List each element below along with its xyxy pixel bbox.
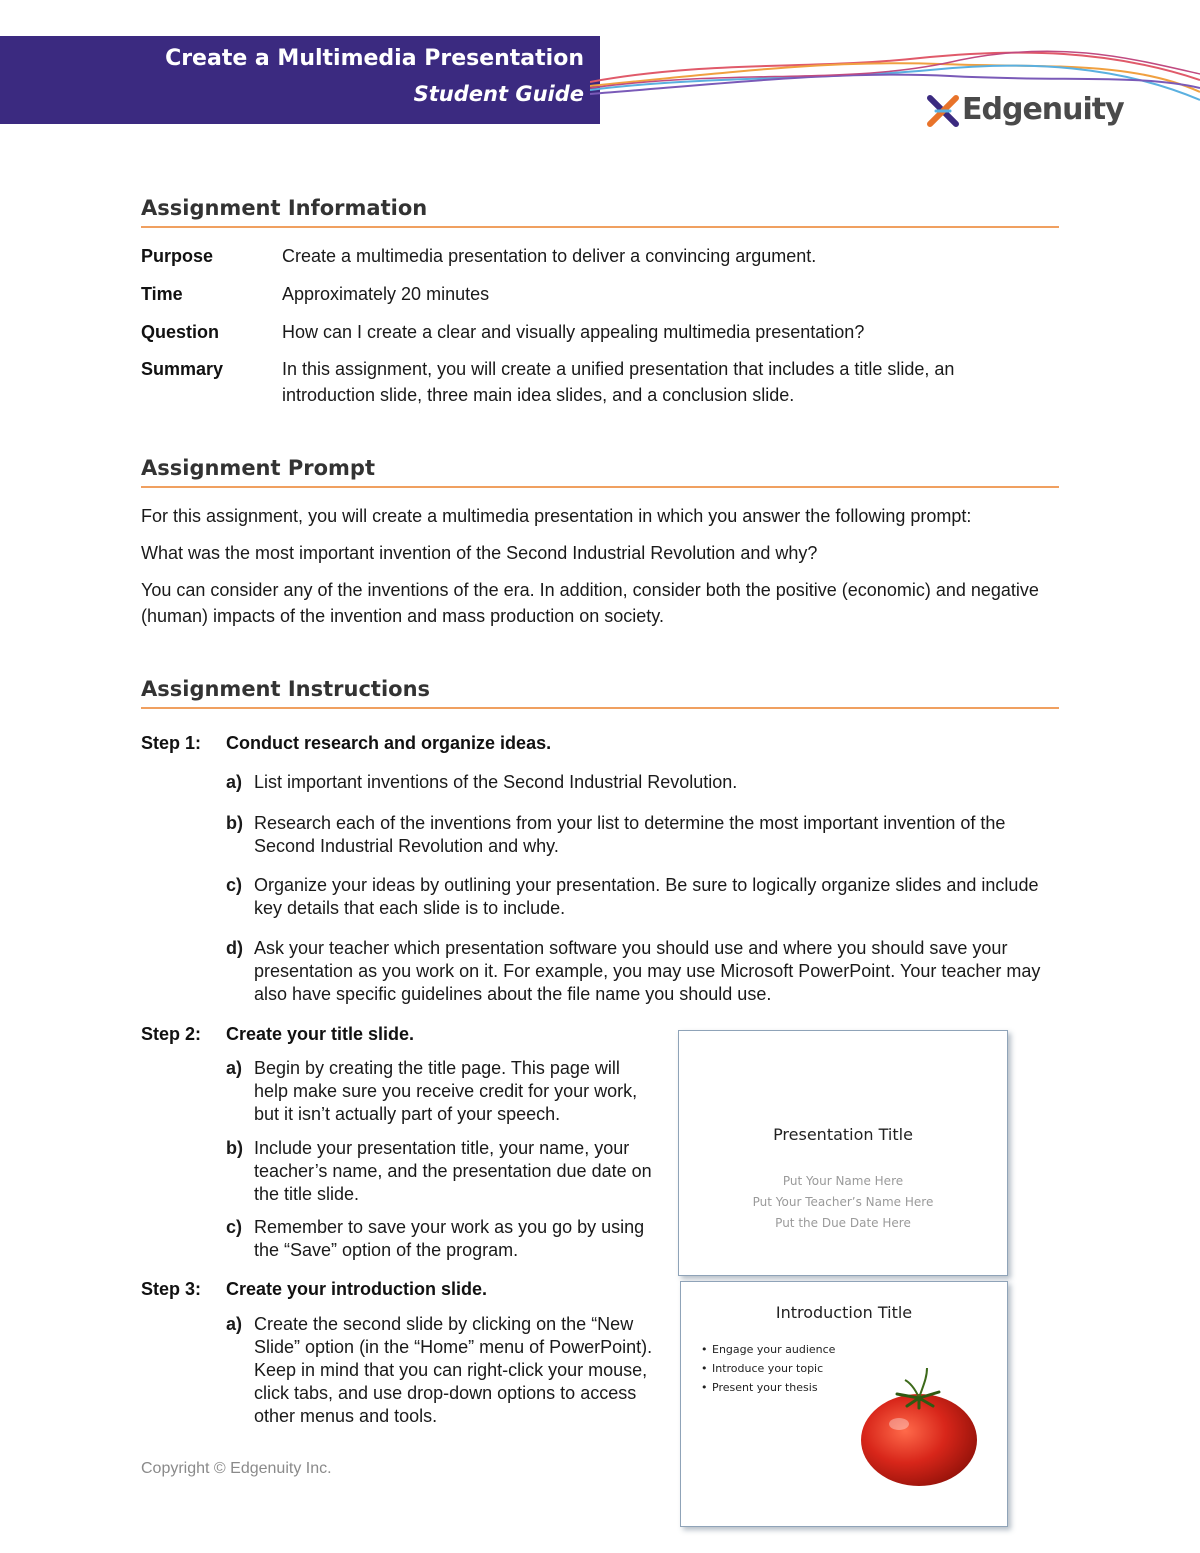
prompt-paragraph-1: For this assignment, you will create a multimedia presentation in which you answer the following prompt: (141, 506, 972, 526)
slide-bullet: • Introduce your topic (701, 1359, 835, 1378)
edgenuity-logo (926, 92, 1124, 130)
step-1 (141, 733, 552, 754)
step-title: Create your title slide. (226, 1024, 415, 1044)
time-value: Approximately 20 minutes (282, 284, 490, 304)
time-label: Time (141, 284, 183, 304)
item-text: Begin by creating the title page. This page will help make sure you receive credit for your work, but it isn’t actually part of your speech. (254, 1058, 638, 1124)
slide-name-placeholder: Put Your Name Here (782, 1174, 904, 1188)
slide-teacher-placeholder: Put Your Teacher’s Name Here (752, 1195, 934, 1209)
prompt-paragraph-3: You can consider any of the inventions of the era. In addition, consider both the positive (economic) and negative (human) impacts of the invention and mass production on society. (141, 580, 1039, 626)
slide-date-placeholder: Put the Due Date Here (775, 1216, 911, 1230)
section-heading-instructions: Assignment Instructions (141, 677, 1059, 709)
item-letter: a) (226, 772, 243, 792)
logo-text: Edgenuity (962, 92, 1124, 127)
item-letter: a) (226, 1314, 243, 1334)
step-title: Create your introduction slide. (226, 1279, 488, 1299)
section-heading-information: Assignment Information (141, 196, 1059, 228)
summary-label: Summary (141, 359, 224, 379)
slide-title: Introduction Title (775, 1303, 913, 1322)
step-label: Step 2: (141, 1024, 202, 1044)
item-text: Include your presentation title, your name, your teacher’s name, and the presentation due date on the title slide. (254, 1138, 652, 1204)
item-text: Create the second slide by clicking on the “New Slide” option (in the “Home” menu of PowerPoint). Keep in mind that you can right-click your mouse, click tabs, and use drop-down options to access other menus and tools. (254, 1314, 653, 1426)
intro-slide-thumbnail (680, 1281, 1008, 1527)
step-label: Step 1: (141, 733, 202, 753)
edgenuity-x-icon (926, 94, 960, 128)
item-text: Remember to save your work as you go by using the “Save” option of the program. (254, 1217, 645, 1260)
document-title: Create a Multimedia Presentation (165, 46, 584, 71)
question-value: How can I create a clear and visually appealing multimedia presentation? (282, 322, 865, 342)
slide-title: Presentation Title (773, 1125, 913, 1144)
step-3 (141, 1279, 488, 1300)
item-letter: b) (226, 1138, 243, 1158)
item-letter: c) (226, 1217, 243, 1237)
purpose-label: Purpose (141, 246, 214, 266)
step-title: Conduct research and organize ideas. (226, 733, 552, 753)
prompt-paragraph-2: What was the most important invention of the Second Industrial Revolution and why? (141, 543, 818, 563)
item-text: Organize your ideas by outlining your presentation. Be sure to logically organize slides and include key details that each slide is to include. (254, 875, 1039, 918)
item-text: List important inventions of the Second Industrial Revolution. (254, 772, 738, 792)
document-subtitle: Student Guide (413, 82, 584, 106)
slide-bullet-list (701, 1340, 835, 1397)
step-label: Step 3: (141, 1279, 202, 1299)
title-slide-thumbnail (678, 1030, 1008, 1276)
summary-value: In this assignment, you will create a unified presentation that includes a title slide, an introduction slide, three main idea slides, and a conclusion slide. (282, 359, 955, 405)
step-2 (141, 1024, 415, 1045)
item-text: Research each of the inventions from your list to determine the most important invention of the Second Industrial Revolution and why. (254, 813, 1006, 856)
item-letter: c) (226, 875, 243, 895)
section-heading-prompt: Assignment Prompt (141, 456, 1059, 488)
item-letter: a) (226, 1058, 243, 1078)
item-letter: d) (226, 938, 243, 958)
question-label: Question (141, 322, 220, 342)
copyright: Copyright © Edgenuity Inc. (141, 1460, 332, 1477)
slide-bullet: • Present your thesis (701, 1378, 835, 1397)
header-banner (0, 36, 600, 124)
slide-bullet: • Engage your audience (701, 1340, 835, 1359)
item-letter: b) (226, 813, 243, 833)
item-text: Ask your teacher which presentation software you should use and where you should save your presentation as you work on it. For example, you may use Microsoft PowerPoint. Your teacher may also have specific guidelines about the file name you should use. (254, 938, 1041, 1004)
tomato-icon (857, 1358, 981, 1490)
purpose-value: Create a multimedia presentation to deliver a convincing argument. (282, 246, 817, 266)
